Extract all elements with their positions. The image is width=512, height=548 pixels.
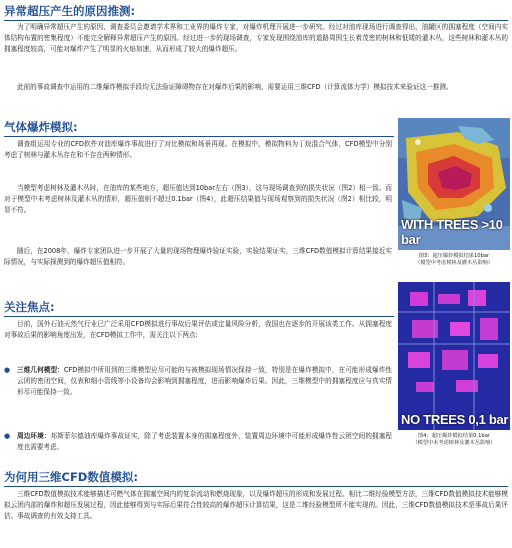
paragraph: 当模型考虑树林及灌木丛时，在油库的某些地方，超压值达到10bar左右（图3），这与现场调查到的损失状况（图2）相一致。而对于模型中未考虑树林及灌木丛的情形，超压值则不超过0.1bar（图4），此超压结果值与现场观察到的损失状况（图2）相比较，明显不符。: [4, 184, 392, 215]
bullet-heading: 周边环境：: [17, 432, 51, 440]
bullet-dot-icon: ●: [4, 366, 11, 374]
section-divider: [4, 486, 508, 487]
section-divider: [4, 316, 394, 317]
caption-line: （模型中未考虑树林及灌木丛影响）: [412, 440, 496, 446]
caption-line: 图4：超压爆炸模拟结果0.1bar: [417, 433, 491, 439]
bullet-geometry-model: [4, 365, 392, 399]
caption-line: 图3：超压爆炸模拟结果10bar: [418, 253, 490, 259]
section-divider: [4, 20, 508, 21]
section-title-focus: 关注焦点:: [4, 300, 55, 314]
paragraph: 目前，国外石油天然气行业已广泛采用CFD模拟进行事故后果评估或定量风险分析，我国也在逐步的开展该类工作。从拥塞程度对事故后果的影响角度出发，在CFD模拟工作中，需关注以下两点:: [4, 320, 392, 340]
paragraph: 随后，在2008年，爆炸专家团队进一步开展了大量的现场物理爆炸验证实验，实验结果证实，三维CFD数值模拟计算结果接近实际情况，与实际探测到的爆炸超压值相符。: [4, 247, 392, 267]
figure-caption: [396, 253, 512, 267]
figure-overlay-label: NO TREES 0,1 bar: [401, 412, 509, 427]
bullet-heading: 三维几何模型：: [17, 366, 64, 374]
bullet-body: CFD模拟中所用到的三维模型应尽可能的与被模拟现场情况保持一致，特别是在爆炸模拟中，在可能形成爆炸性云团的密闭空间，仪表和细小管线等小设备均会影响到拥塞程度，进而影响爆炸后果。因此，三维模型中的拥塞程度应与真实情形尽可能保持一致。: [17, 366, 392, 397]
section-title-gas-explosion: 气体爆炸模拟:: [4, 120, 78, 134]
section-title-anomaly: 异常超压产生的原因推测:: [4, 4, 136, 18]
paragraph: 此前的事故调查中运用的二维爆炸模拟手段均无法验证障碍物存在对爆炸后果的影响，需要运用三维CFD（计算流体力学）模拟技术来验证这一推测。: [17, 83, 453, 91]
figure-no-trees: [398, 282, 510, 430]
section-divider: [4, 136, 394, 137]
caption-line: （模型中考虑树林及灌木丛影响）: [415, 260, 493, 266]
figure-caption: [396, 433, 512, 447]
bullet-surroundings: [4, 431, 392, 453]
simulation-heatmap-no-trees: [398, 282, 510, 430]
figure-overlay-label: WITH TREES >10 bar: [401, 217, 503, 247]
figure-with-trees: [398, 118, 510, 250]
paragraph: 为了明确异常超压产生的原因，调查委员会邀请学术界和工业界的爆炸专家，对爆炸机理开展进一步研究。经过对油库现场进行调查得出，油罐区的拥塞程度（空间内实体结构布置的密集程度）不能完全解释异常超压产生的原因。经过进一步的现场调查，专家发现围绕油库的道路周围生长着茂密的树林和低矮的灌木丛，这些树林和灌木丛的拥塞程度较高，可能对爆炸产生了明显的火焰加速，从而形成了较大的爆炸超压。: [4, 23, 508, 54]
paragraph: 三维CFD数值模拟技术能够描述可燃气体在拥塞空间内的复杂流动和燃烧现象，以及爆炸超压的形成和发展过程。相比二维经验模型方法，三维CFD数值模拟技术能够模拟云团内部的爆炸和超压发展过程，因此能够得到与实际后果符合性较高的爆炸超压计算结果，这是二维经验模型所不能实现的。因此，三维CFD数值模拟技术是事故后果评估、事故调查的有效支持工具。: [4, 490, 508, 521]
bullet-body: 邦斯菲尔德油库爆炸事故证实，除了考虑装置本身的拥塞程度外，装置周边环境中可能形成爆炸性云团空间的拥塞程度也需要考虑。: [17, 432, 393, 452]
paragraph: 调查组运用专业的CFD软件对油库爆炸事故进行了对比模拟和场景再现。在模拟中，模拟物料为丁烷混合气体，CFD模型中分别考虑了树林与灌木丛存在和不存在两种情形。: [4, 140, 392, 160]
bullet-dot-icon: ●: [4, 432, 11, 440]
section-title-why-cfd: 为何用三维CFD数值模拟:: [4, 470, 138, 484]
